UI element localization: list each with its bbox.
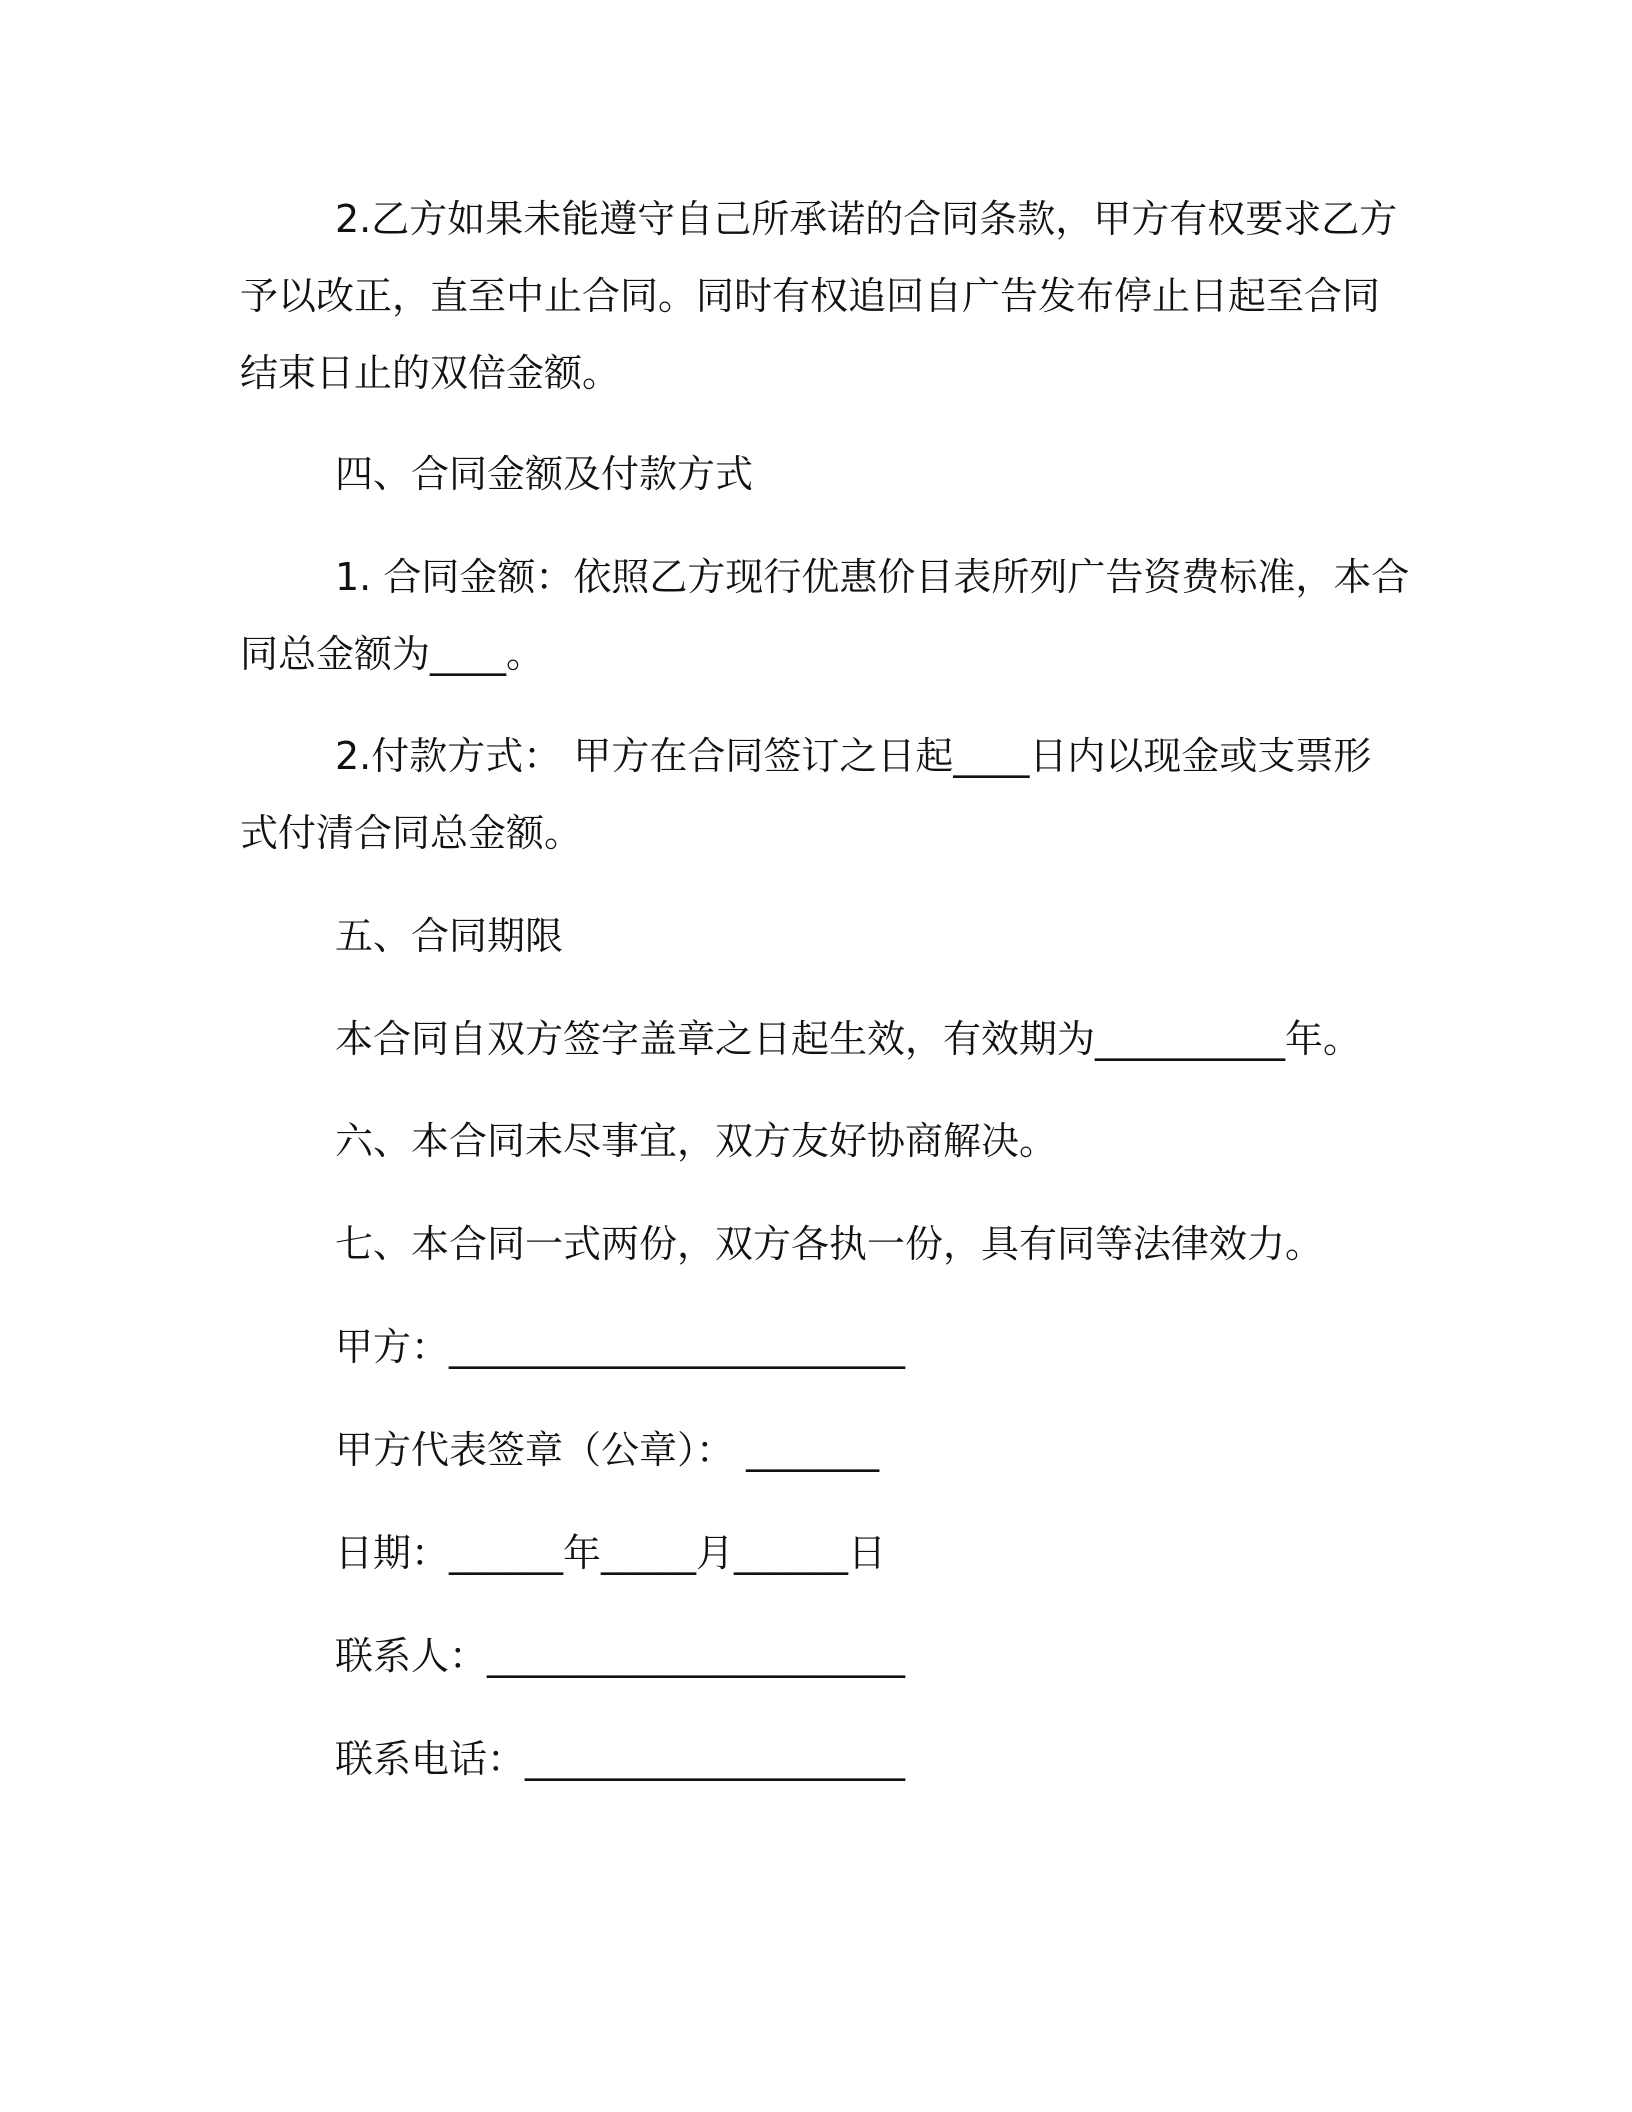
section-5-heading: 五、合同期限 bbox=[335, 914, 564, 958]
clause-4-1-line-1: 1. 合同金额：依照乙方现行优惠价目表所列广告资费标准，本合 bbox=[335, 555, 1410, 599]
party-a-field: 甲方：________________________ bbox=[335, 1325, 906, 1369]
party-a-representative-field: 甲方代表签章（公章）： _______ bbox=[335, 1428, 880, 1472]
clause-3-2-line-3: 结束日止的双倍金额。 bbox=[240, 351, 621, 395]
clause-4-1-line-2: 同总金额为____。 bbox=[240, 632, 545, 676]
section-7: 七、本合同一式两份，双方各执一份，具有同等法律效力。 bbox=[335, 1222, 1324, 1266]
contact-person-field: 联系人：______________________ bbox=[335, 1634, 906, 1678]
contact-phone-field: 联系电话：____________________ bbox=[335, 1737, 906, 1781]
section-6: 六、本合同未尽事宜，双方友好协商解决。 bbox=[335, 1119, 1058, 1163]
clause-3-2-line-1: 2.乙方如果未能遵守自己所承诺的合同条款，甲方有权要求乙方 bbox=[335, 197, 1398, 241]
clause-3-2-line-2: 予以改正，直至中止合同。同时有权追回自广告发布停止日起至合同 bbox=[240, 274, 1381, 318]
date-field: 日期：______年_____月______日 bbox=[335, 1531, 887, 1575]
clause-4-2-line-1: 2.付款方式： 甲方在合同签订之日起____日内以现金或支票形 bbox=[335, 734, 1372, 778]
section-5-body: 本合同自双方签字盖章之日起生效，有效期为__________年。 bbox=[335, 1017, 1362, 1061]
section-4-heading: 四、合同金额及付款方式 bbox=[335, 452, 754, 496]
clause-4-2-line-2: 式付清合同总金额。 bbox=[240, 811, 583, 855]
